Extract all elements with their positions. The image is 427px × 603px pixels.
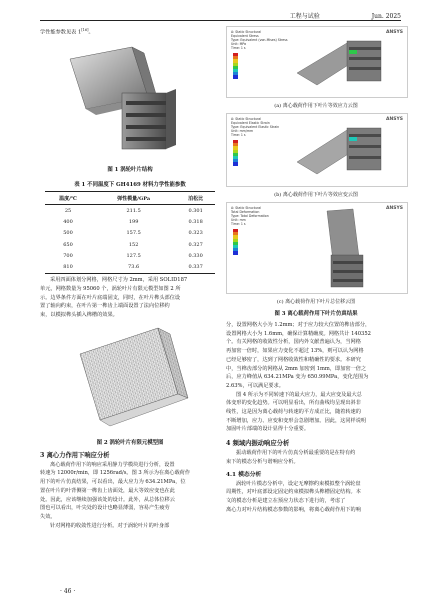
legend-line: Unit: MPa — [231, 42, 247, 46]
paragraph-mesh-convergence — [226, 321, 406, 434]
legend-line: Time: 1 s — [231, 46, 246, 50]
journal-name: 工程与试验 — [289, 13, 320, 20]
table-cell: 199 — [128, 218, 139, 225]
text-line: 分，设置网格大小为 1.2mm；对于应力较大位置的榫齿部分， — [226, 322, 371, 328]
table-cell: 400 — [63, 218, 73, 225]
table-cell: 211.5 — [126, 207, 141, 214]
text-line: 涡轮叶片模态分析中，设定无摩擦约束模拟整个涡轮盘 — [236, 480, 361, 487]
table-cell: 0.337 — [188, 264, 203, 271]
table-cell: 810 — [63, 264, 73, 271]
legend-line: Type: Total Deformation — [231, 214, 269, 218]
figure-1-blade-structure — [40, 41, 220, 161]
figure-3c-caption: (c) 离心载荷作用下叶片总位移云图 — [276, 299, 356, 305]
legend-line: A: Static Structural — [231, 206, 262, 210]
text-line: 图也可以看出，叶尖处的设计也略显薄弱，容易产生疲劳 — [40, 505, 170, 512]
text-line: 体变形的变化趋势。可以明显看出，所有曲线均呈现出斜非 — [226, 400, 361, 407]
paragraph-frequency-intro — [226, 449, 406, 466]
text-line: 个。有关网格的收敛性分析，国内外文献普遍认为，当网格 — [226, 339, 361, 346]
table-row — [45, 204, 215, 216]
section-4-heading: 4 频域内振动响应分析 — [226, 440, 290, 448]
table-row — [45, 216, 215, 227]
subsection-4-1-heading: 4.1 模态分析 — [226, 471, 262, 478]
legend-line: Type: Equivalent Elastic Strain — [231, 125, 280, 129]
table-1-title: 表 1 不同温度下 GH4169 材料力学性能参数 — [74, 182, 186, 189]
column-header: 泊松比 — [188, 195, 204, 202]
table-cell: 0.301 — [188, 207, 203, 214]
text-line: 2.63%，可以满足要求。 — [226, 382, 284, 389]
table-cell: 700 — [63, 253, 73, 260]
issue-date: Jun. 2025 — [371, 13, 401, 20]
figure-3c-deformation-contour — [226, 202, 408, 294]
text-line: 转速为 12000r/min，即 1256rad/s。图 3 所示为在离心载荷作 — [40, 470, 191, 477]
blade-structure-image — [40, 41, 220, 161]
ansys-logo: ANSYS — [386, 117, 403, 122]
legend-line: A: Static Structural — [231, 117, 262, 121]
legend-line: Total Deformation — [231, 210, 260, 214]
intro-line: 学性能参数见表 1[16]。 — [40, 28, 94, 36]
table-cell: 0.318 — [188, 218, 203, 225]
text-line: 文的模态分析是建立在预应力状态下进行的，考虑了 — [226, 497, 346, 504]
text-line: 用下的叶片仿真结果，可以看出，最大应力为 634.21MPa，位 — [40, 479, 186, 486]
figure-3b-strain-contour — [226, 113, 408, 187]
text-line: 后，应力峰值从 634.21MPa 变为 650.99MPa，变化范围为 — [226, 374, 369, 381]
table-cell: 0.323 — [188, 230, 203, 237]
text-line: 再加密一倍时，如果应力变化不超过 13%，则可以认为网格 — [226, 348, 364, 355]
text-line: 失效。 — [40, 513, 56, 520]
text-line: 已经足够密了，达到了网格收敛性和精确性的要求。本研究 — [226, 356, 361, 363]
legend-line: Equivalent Elastic Strain — [231, 121, 270, 125]
figure-3a-stress-contour — [226, 26, 408, 98]
table-row — [45, 228, 215, 239]
material-properties-table — [45, 191, 215, 274]
table-cell: 157.5 — [126, 230, 141, 237]
text-line: 针对网格的收敛性进行分析。对于涡轮叶片的叶身部 — [50, 522, 170, 529]
text-line: 不断增加，应力、应变和变形会急剧增加。因此，这同样说明 — [226, 417, 367, 424]
table-cell: 25 — [64, 207, 72, 214]
sim-b-legend-text — [231, 117, 279, 137]
legend-line: A: Static Structural — [231, 30, 262, 34]
citation-ref: [16] — [81, 28, 89, 32]
text-line: 周期性，对叶底部设定固定约束模拟榫头榫槽固定结构。本 — [226, 489, 361, 496]
right-column — [226, 26, 406, 514]
table-cell: 73.6 — [128, 264, 140, 271]
text-line: 采用四面体划分网格，网格尺寸为 2mm，采用 SOLID187 — [50, 277, 188, 284]
color-legend — [233, 229, 238, 255]
figure-2-caption: 图 2 涡轮叶片有限元模型图 — [96, 439, 164, 446]
figure-3a-caption: (a) 离心载荷作用下叶片等效应力云图 — [274, 103, 358, 109]
fe-mesh-image — [40, 324, 220, 434]
text-line: 线性，这是因为离心载荷与转速的平方成正比，随着转速的 — [226, 409, 361, 416]
table-cell: 650 — [63, 241, 73, 248]
deformation-blade-render — [297, 207, 397, 291]
sim-c-legend-text — [231, 206, 269, 226]
figure-3-caption: 图 3 离心载荷作用下叶片仿真结果 — [274, 311, 358, 317]
text-line: 束，以模拟榫头插入榫槽的效果。 — [40, 311, 118, 318]
table-cell: 127.5 — [126, 253, 141, 260]
text-line: 示。边界条件方面在叶片底端固支，同时，在叶片榫头部位设 — [40, 294, 181, 301]
ansys-logo: ANSYS — [386, 30, 403, 35]
color-legend — [233, 140, 238, 166]
paragraph-centrifugal — [40, 461, 220, 531]
paragraph-modal-analysis — [226, 480, 406, 515]
table-cell: 500 — [63, 230, 73, 237]
text-line: 单元，网格数量为 95060 个，涡轮叶片有限元模型如图 2 所 — [40, 285, 181, 292]
legend-line: Time: 1 s — [231, 222, 246, 226]
table-cell: 152 — [128, 241, 139, 248]
text-line: 离心力对叶片结构模态参数的影响，将离心载荷作用下的响 — [226, 506, 361, 513]
column-header: 温度/℃ — [59, 195, 77, 202]
stress-blade-render — [287, 33, 397, 93]
color-legend — [233, 53, 238, 79]
legend-line: Unit: mm/mm — [231, 129, 254, 133]
text-line: 中，当榫齿部分的网格从 2mm 加密到 1mm，即加密一倍之 — [226, 365, 367, 372]
text-line: 处。因此，应该继续加强该处的设计。此外，从总体位移云 — [40, 496, 175, 503]
legend-line: Equivalent Stress — [231, 34, 259, 38]
text-line: 图 4 所示为不同转速下的最大应力，最大应变及最大总 — [236, 391, 362, 398]
legend-line: Time: 1 s — [231, 133, 246, 137]
table-row — [45, 250, 215, 261]
table-header-row — [45, 192, 215, 204]
table-row — [45, 239, 215, 250]
left-column — [40, 26, 220, 530]
text-line: 置在叶片的叶背侧第一榫齿上齿面处，最大等效应变也在此 — [40, 487, 175, 494]
text-line: 离心载荷作用下的响应采用静力学模块进行分析，设置 — [50, 461, 175, 468]
column-header: 弹性模量/GPa — [117, 195, 151, 202]
text-line: 设置网格大小为 1.6mm，确保计算精确度。网格共计 140352 — [226, 330, 371, 337]
table-row — [45, 262, 215, 274]
text-line: 置了轴向约束，在叶片第一榫齿上端面设置了法向位移约 — [40, 303, 170, 310]
text-line: 加固叶片部端的设计显得十分重要。 — [226, 426, 310, 433]
paragraph-mesh-setup — [40, 276, 220, 320]
text-line: 束下的模态分析与谐响应分析。 — [226, 458, 299, 465]
figure-2-fe-model — [40, 324, 220, 434]
running-header — [40, 8, 401, 21]
legend-line: Type: Equivalent (von-Mises) Stress — [231, 38, 288, 42]
text-line: 振动载荷作用下的叶片仿真分析最重要的是在特有约 — [236, 450, 356, 457]
table-cell: 0.330 — [188, 253, 203, 260]
sim-a-legend-text — [231, 30, 288, 50]
section-3-heading: 3 离心力作用下响应分析 — [40, 451, 110, 459]
ansys-logo: ANSYS — [386, 206, 403, 211]
legend-line: Unit: mm — [231, 218, 246, 222]
strain-blade-render — [287, 120, 397, 182]
figure-3b-caption: (b) 离心载荷作用下叶片等效应变云图 — [274, 192, 358, 198]
table-cell: 0.327 — [188, 241, 203, 248]
figure-1-caption: 图 1 涡轮叶片结构 — [107, 167, 153, 174]
page-number: · 46 · — [60, 588, 76, 595]
